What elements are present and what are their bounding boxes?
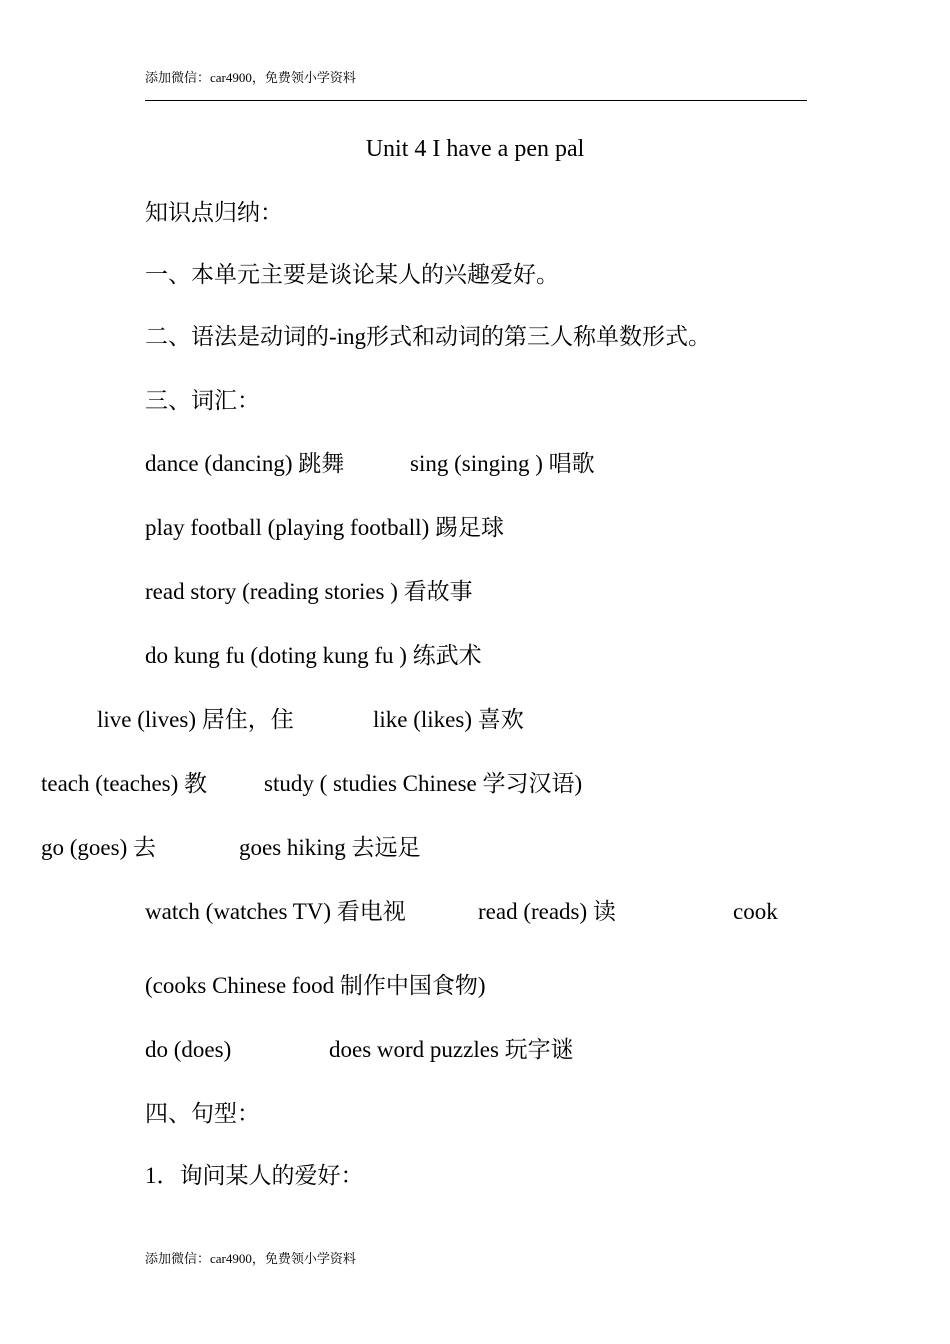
header-divider — [145, 100, 807, 101]
vocab-do: do (does) — [145, 1037, 232, 1062]
section-2-text: 二、语法是动词的-ing形式和动词的第三人称单数形式。 — [145, 324, 712, 349]
item-1-text: 1．询问某人的爱好： — [145, 1163, 364, 1188]
vocab-football: play football (playing football) 踢足球 — [145, 515, 504, 540]
vocab-cook-continued: (cooks Chinese food 制作中国食物) — [145, 973, 486, 998]
vocab-cook: cook — [733, 899, 778, 924]
vocab-dance: dance (dancing) 跳舞 — [145, 451, 345, 476]
footer-note: 添加微信：car4900，免费领小学资料 — [145, 1251, 356, 1266]
vocab-read: read (reads) 读 — [478, 899, 616, 924]
vocab-hiking: goes hiking 去远足 — [239, 835, 421, 860]
vocab-line-live-like — [97, 705, 797, 735]
vocab-line-dance-sing — [145, 449, 845, 479]
vocab-like: like (likes) 喜欢 — [373, 707, 524, 732]
vocab-kung-fu: do kung fu (doting kung fu ) 练武术 — [145, 643, 482, 668]
vocab-puzzles: does word puzzles 玩字谜 — [329, 1037, 574, 1062]
header-note: 添加微信：car4900，免费领小学资料 — [145, 70, 356, 85]
knowledge-heading: 知识点归纳： — [145, 200, 283, 225]
section-3-heading: 三、词汇： — [145, 388, 260, 413]
section-4-heading: 四、句型： — [145, 1101, 260, 1126]
vocab-go: go (goes) 去 — [41, 835, 156, 860]
vocab-study: study ( studies Chinese 学习汉语) — [264, 771, 583, 796]
section-1-text: 一、本单元主要是谈论某人的兴趣爱好。 — [145, 262, 559, 287]
vocab-watch: watch (watches TV) 看电视 — [145, 899, 406, 924]
vocab-sing: sing (singing ) 唱歌 — [410, 451, 595, 476]
vocab-read-story: read story (reading stories ) 看故事 — [145, 579, 473, 604]
vocab-line-go-hiking — [41, 833, 841, 863]
vocab-teach: teach (teaches) 教 — [41, 771, 208, 796]
vocab-line-do-puzzles — [145, 1035, 845, 1065]
vocab-live: live (lives) 居住，住 — [97, 707, 294, 732]
vocab-line-watch-read-cook — [145, 897, 845, 927]
vocab-line-teach-study — [41, 769, 841, 799]
document-title: Unit 4 I have a pen pal — [365, 136, 585, 162]
